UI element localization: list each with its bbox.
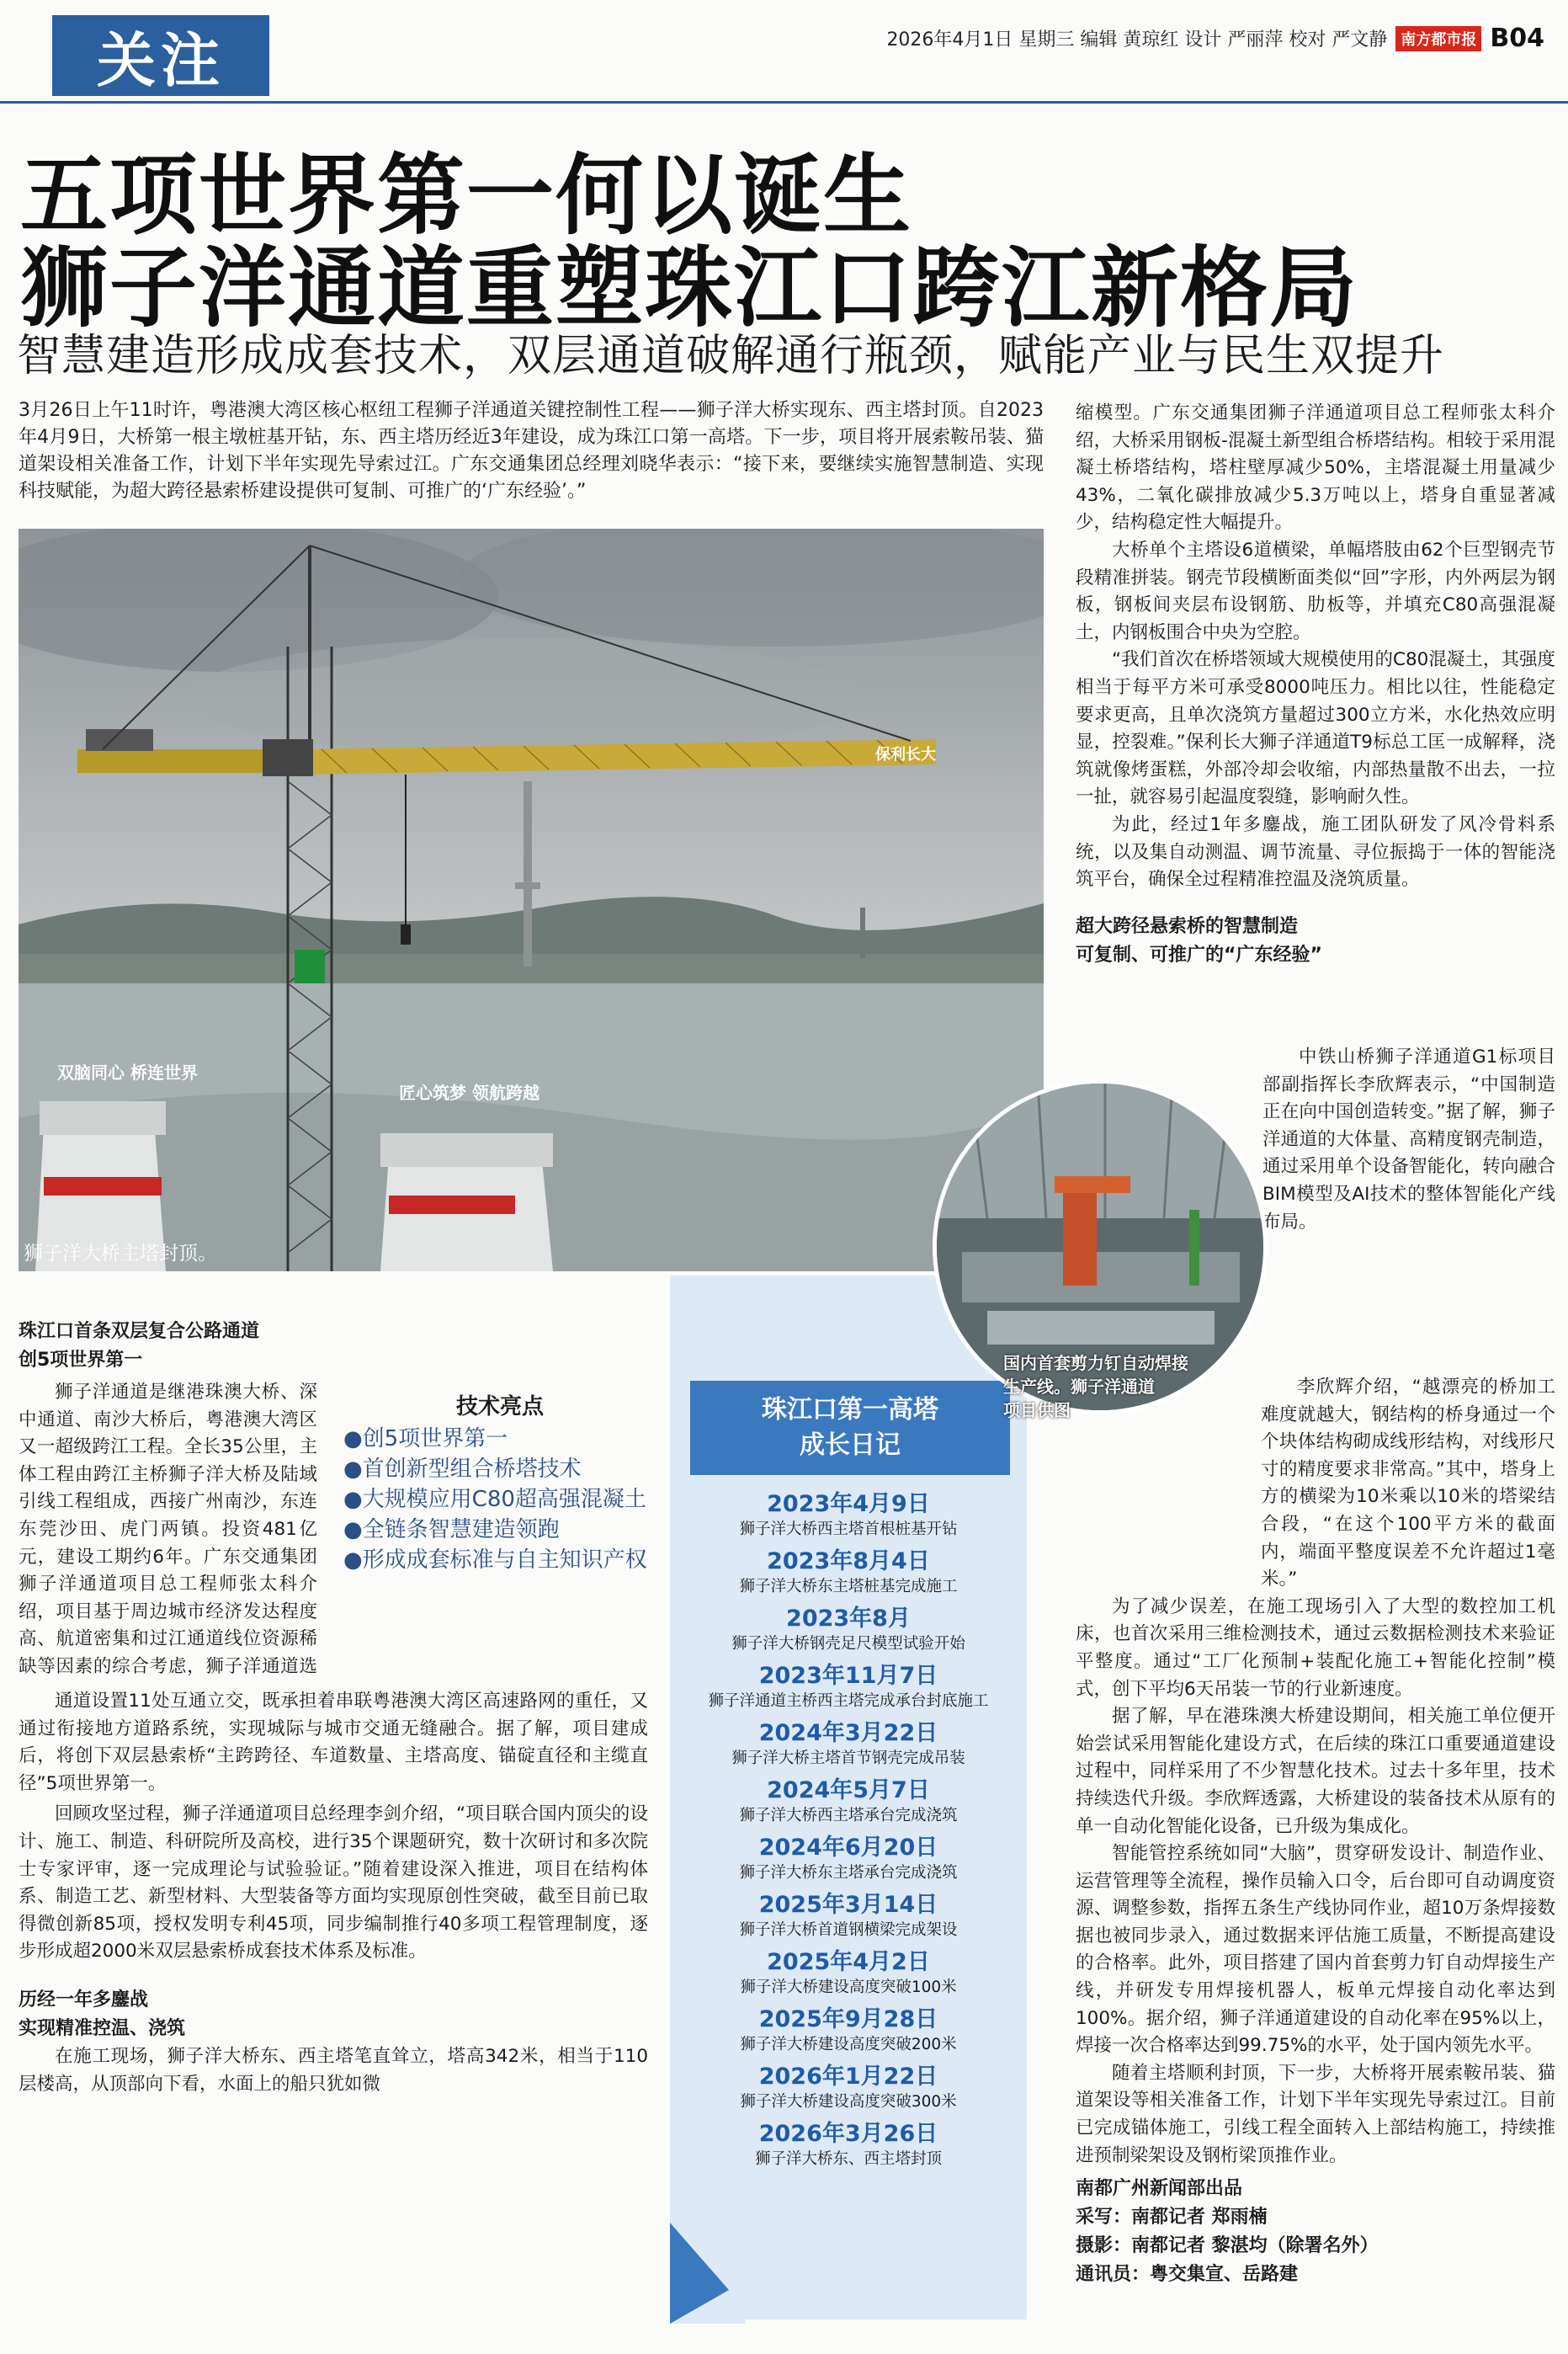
credit-line: 通讯员：粤交集宣、岳路建	[1076, 2264, 1299, 2286]
left-para1-top	[19, 1379, 317, 1680]
right-para-10: 随着主塔顺利封顶，下一步，大桥将开展索鞍吊装、猫道架设等相关准备工作，计划下半年实现先导索过江。目前已完成锚体施工，引线工程全面转入上部结构施工，持续推进预制梁架设及钢桁梁顶推作业。	[1076, 2062, 1555, 2166]
right-para-5: 中铁山桥狮子洋通道G1标项目部副指挥长李欣辉表示，“中国制造正在向中国创造转变。”据了解，狮子洋通道的大体量、高精度钢壳制造，通过采用单个设备智能化，转向融合BIM模型及AI技术的整体智能化产线布局。	[1262, 1047, 1555, 1233]
right-para-2: 大桥单个主塔设6道横梁，单幅塔肢由62个巨型钢壳节段精准拼装。钢壳节段横断面类似“回”字形，内外两层为钢板，钢板间夹层布设钢筋、肋板等，并填充C80高强混凝土，内钢板围合中央为空腔。	[1076, 539, 1555, 643]
timeline-date: 2023年11月7日	[758, 1663, 938, 1689]
left-body	[19, 1688, 648, 2098]
timeline-event: 狮子洋大桥建设高度突破300米	[740, 2093, 957, 2111]
headline-line-1: 五项世界第一何以诞生	[20, 144, 913, 247]
caption-line: 项目供图	[1003, 1400, 1071, 1420]
left-para-2: 通道设置11处互通立交，既承担着串联粤港澳大湾区高速路网的重任，又通过衔接地方道路系统，实现城际与城市交通无缝融合。据了解，项目建成后，将创下双层悬索桥“主跨跨径、车道数量、主塔高度、锚碇直径和主缆直径”5项世界第一。	[19, 1691, 648, 1794]
section1-title-1: 珠江口首条双层复合公路通道	[19, 1321, 260, 1342]
timeline-title-1: 珠江口第一高塔	[762, 1395, 938, 1425]
right-para-7: 为了减少误差，在施工现场引入了大型的数控加工机床，也首次采用三维检测技术，通过云数据检测技术来验证平整度。通过“工厂化预制+装配化施工+智能化控制”模式，创下平均6天吊装一节的行业新速度。	[1076, 1595, 1555, 1700]
timeline-entry	[673, 1719, 1023, 1770]
timeline-event: 狮子洋大桥主塔首节钢壳完成吊装	[731, 1750, 965, 1767]
right-para-1: 缩模型。广东交通集团狮子洋通道项目总工程师张太科介绍，大桥采用钢板-混凝土新型组合桥塔结构。相较于采用混凝土桥塔结构，塔柱壁厚减少50%，主塔混凝土用量减少43%，二氧化碳排放减少5.3万吨以上，塔身自重显著减少，结构稳定性大幅提升。	[1076, 402, 1555, 534]
timeline-date: 2026年3月26日	[758, 2121, 938, 2147]
timeline-event: 狮子洋大桥东、西主塔封顶	[754, 2150, 942, 2168]
newspaper-logo: 南方都市报	[1395, 26, 1481, 51]
tech-highlights	[343, 1389, 656, 1642]
issue-info: 2026年4月1日 星期三 编辑 黄琼红 设计 严丽萍 校对 严文静	[886, 29, 1388, 51]
section2-title-2: 实现精准控温、浇筑	[19, 2017, 186, 2039]
right-para-6: 李欣辉介绍，“越漂亮的桥加工难度就越大，钢结构的桥身通过一个个块体结构砌成线形结构，对线形尺寸的精度要求非常高。”其中，塔身上方的横梁为10米乘以10米的塔梁结合段，“在这个100平方米的截面内，端面平整度误差不允许超过1毫米。”	[1261, 1377, 1555, 1590]
section-tag: 关注	[52, 15, 269, 96]
timeline-title-2: 成长日记	[800, 1430, 901, 1460]
tech-item: ●形成成套标准与自主知识产权	[343, 1547, 647, 1573]
timeline-entry	[673, 1662, 1023, 1712]
headline-line-2: 狮子洋通道重塑珠江口跨江新格局	[20, 237, 1359, 339]
timeline-event: 狮子洋大桥东主塔承台完成浇筑	[739, 1864, 958, 1882]
credit-line: 采写：南都记者 郑雨楠	[1076, 2207, 1268, 2229]
timeline-date: 2025年3月14日	[758, 1892, 938, 1918]
right-para-3: “我们首次在桥塔领域大规模使用的C80混凝土，其强度相当于每平方米可承受8000吨压力。相比以往，性能稳定要求更高，且单次浇筑方量超过300立方米，水化热效应明显，控裂难。”保利长大狮子洋通道T9标总工匡一成解释，浇筑就像烤蛋糕，外部冷却会收缩，内部热量散不出去，一拉一扯，就容易引起温度裂缝，影响耐久性。	[1076, 649, 1555, 808]
timeline-event: 狮子洋大桥西主塔承台完成浇筑	[739, 1807, 958, 1824]
timeline-date: 2026年1月22日	[758, 2064, 938, 2090]
timeline-event: 狮子洋大桥东主塔桩基完成施工	[739, 1578, 958, 1595]
timeline-event: 狮子洋大桥建设高度突破100米	[740, 1979, 957, 1996]
header-rule	[0, 101, 1568, 104]
timeline-entry	[673, 1490, 1023, 1541]
main-photo-caption: 狮子洋大桥主塔封顶。	[24, 1243, 217, 1265]
left-para-3: 回顾攻坚过程，狮子洋通道项目总经理李剑介绍，“项目联合国内顶尖的设计、施工、制造、科研院所及高校，进行35个课题研究，数十次研讨和多次院士专家评审，逐一完成理论与试验验证。”随着建设深入推进，项目在结构体系、制造工艺、新型材料、大型装备等方面均实现原创性突破，截至目前已取得微创新85项，授权发明专利45项，同步编制推行40多项工程管理制度，逐步形成超2000米双层悬索桥成套技术体系及标准。	[19, 1803, 648, 1963]
right-section-title-2: 可复制、可推广的“广东经验”	[1076, 944, 1322, 966]
caption-line: 生产线。狮子洋通道	[1003, 1377, 1155, 1397]
banner-left: 双脑同心 桥连世界	[57, 1062, 198, 1083]
main-photo	[19, 529, 1044, 1271]
timeline-entry	[673, 2005, 1023, 2056]
timeline-entry	[673, 2120, 1023, 2170]
timeline-event: 狮子洋通道主桥西主塔完成承台封底施工	[708, 1692, 989, 1710]
page-number: B04	[1490, 24, 1544, 53]
timeline-date: 2025年9月28日	[758, 2006, 938, 2032]
credit-line: 南都广州新闻部出品	[1076, 2178, 1243, 2200]
banner-right: 匠心筑梦 领航跨越	[399, 1083, 539, 1103]
tech-item: ●大规模应用C80超高强混凝土	[343, 1487, 646, 1512]
timeline-date: 2024年5月7日	[767, 1777, 930, 1803]
tech-item: ●创5项世界第一	[343, 1426, 508, 1451]
timeline-date: 2025年4月2日	[767, 1949, 930, 1975]
credit-line: 摄影：南都记者 黎湛均（除署名外）	[1076, 2235, 1379, 2257]
timeline-date: 2023年8月	[786, 1606, 911, 1632]
left-para-1: 狮子洋通道是继港珠澳大桥、深中通道、南沙大桥后，粤港澳大湾区又一超级跨江工程。全长35公里，主体工程由跨江主桥狮子洋大桥及陆域引线工程组成，西接广州南沙，东连东莞沙田、虎门两镇。投资481亿元，建设工期约6年。广东交通集团狮子洋通道项目总工程师张太科介绍，项目基于周边城市经济发达程度高、航道密集和过江通道线位资源稀缺等因素的综合考虑，狮子洋通道选	[19, 1382, 317, 1677]
timeline-entry	[673, 1547, 1023, 1598]
timeline-entry	[673, 1948, 1023, 1999]
right-para-8: 据了解，早在港珠澳大桥建设期间，相关施工单位便开始尝试采用智能化建设方式，在后续的珠江口重要通道建设过程中，同样采用了不少智慧化技术。过去十多年里，技术持续迭代升级。李欣辉透露，大桥建设的装备技术从原有的单一自动化智能化设备，已升级为集成化。	[1076, 1706, 1555, 1837]
timeline-event: 狮子洋大桥西主塔首根桩基开钻	[739, 1521, 958, 1538]
timeline-event: 狮子洋大桥建设高度突破200米	[740, 2036, 957, 2053]
right-para-5-wrap	[1262, 1044, 1555, 1374]
tech-item: ●全链条智慧建造领跑	[343, 1517, 560, 1542]
right-section-title-1: 超大跨径悬索桥的智慧制造	[1076, 915, 1299, 937]
timeline-arrow-icon	[653, 2197, 754, 2324]
timeline-date: 2023年4月9日	[767, 1491, 930, 1517]
right-para-4: 为此，经过1年多鏖战，施工团队研发了风冷骨料系统，以及集自动测温、调节流量、寻位振捣于一体的智能浇筑平台，确保全过程精准控温及浇筑质量。	[1076, 813, 1555, 891]
caption-line: 国内首套剪力钉自动焊接	[1003, 1353, 1188, 1373]
tech-title: 技术亮点	[455, 1394, 544, 1419]
timeline-date: 2024年3月22日	[758, 1720, 938, 1746]
right-column-upper	[1076, 400, 1555, 970]
right-column-lower	[1076, 1374, 1555, 2289]
crane-brand: 保利长大	[875, 746, 936, 764]
timeline-event: 狮子洋大桥首道钢横梁完成架设	[739, 1921, 958, 1939]
left-para-4: 在施工现场，狮子洋大桥东、西主塔笔直耸立，塔高342米，相当于110层楼高，从顶部向下看，水面上的船只犹如微	[19, 2045, 648, 2095]
tech-item: ●首创新型组合桥塔技术	[343, 1457, 582, 1482]
timeline-entry	[673, 1891, 1023, 1941]
timeline-date: 2023年8月4日	[767, 1548, 930, 1574]
timeline-list	[673, 1490, 1023, 2177]
timeline-date: 2024年6月20日	[758, 1835, 938, 1861]
left-column	[19, 1318, 643, 1375]
lead-paragraph: 3月26日上午11时许，粤港澳大湾区核心枢纽工程狮子洋通道关键控制性工程——狮子洋大桥实现东、西主塔封顶。自2023年4月9日，大桥第一根主墩桩基开钻，东、西主塔历经近3年建设，成为珠江口第一高塔。下一步，项目将开展索鞍吊装、猫道架设相关准备工作，计划下半年实现先导索过江。广东交通集团总经理刘晓华表示：“接下来，要继续实施智慧制造、实现科技赋能，为超大跨径悬索桥建设提供可复制、可推广的‘广东经验’。”	[19, 400, 1044, 502]
timeline-event: 狮子洋大桥钢壳足尺模型试验开始	[731, 1635, 965, 1653]
subheadline: 智慧建造形成成套技术，双层通道破解通行瓶颈，赋能产业与民生双提升	[17, 331, 1445, 381]
right-para-9: 智能管控系统如同“大脑”，贯穿研发设计、制造作业、运营管理等全流程，操作员输入口令，后台即可自动调度资源、调整参数，指挥五条生产线协同作业，超10万条焊接数据也被同步录入，通过数据来评估施工质量，不断提高建设的合格率。此外，项目搭建了国内首套剪力钉自动焊接生产线，并研发专用焊接机器人，板单元焊接自动化率达到100%。据介绍，狮子洋通道建设的自动化率在95%以上，焊接一次合格率达到99.75%的水平，处于国内领先水平。	[1076, 1843, 1555, 2057]
section2-title-1: 历经一年多鏖战	[19, 1989, 149, 2010]
timeline-entry	[673, 1776, 1023, 1827]
header-info	[886, 24, 1544, 53]
timeline-entry	[673, 1605, 1023, 1655]
section1-title-2: 创5项世界第一	[19, 1350, 143, 1371]
timeline-entry	[673, 2063, 1023, 2113]
factory-photo-caption	[1003, 1351, 1188, 1422]
timeline-entry	[673, 1834, 1023, 1884]
timeline-header	[690, 1381, 1010, 1475]
